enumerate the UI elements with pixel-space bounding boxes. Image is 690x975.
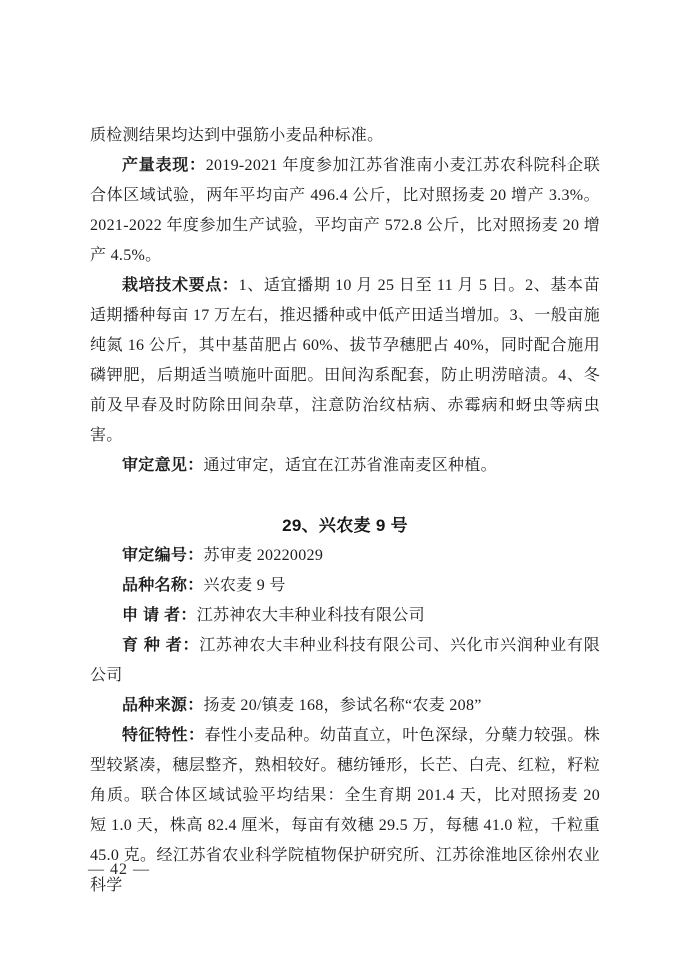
page-content [90,121,600,901]
field-label-applicant: 申 请 者： [122,607,197,624]
field-value-applicant: 江苏神农大丰种业科技有限公司 [196,607,425,624]
paragraph-quality-continuation [90,121,600,151]
field-label-origin: 品种来源： [122,697,204,714]
field-label-cultivation: 栽培技术要点： [122,277,239,294]
section-heading-variety-29: 29、兴农麦 9 号 [282,516,408,535]
field-value-origin: 扬麦 20/镇麦 168，参试名称“农麦 208” [203,697,482,714]
field-variety-name [90,571,600,601]
paragraph-cultivation-techniques [90,271,600,451]
field-label-characteristics: 特征特性： [122,727,205,744]
field-value-breeder: 江苏神农大丰种业科技有限公司、兴化市兴润种业有限公司 [90,637,600,684]
field-value-variety-name: 兴农麦 9 号 [203,577,286,594]
paragraph-approval-opinion [90,451,600,481]
page-number: — 42 — [88,861,150,878]
field-value-approval-number: 苏审麦 20220029 [203,547,324,564]
field-value-cultivation: 1、适宜播期 10 月 25 日至 11 月 5 日。2、基本苗适期播种每亩 17 万左右，推迟播种或中低产田适当增加。3、一般亩施纯氮 16 公斤，其中基苗肥占 60%、拔节孕穗肥占 40%，同时配合施用磷钾肥，后期适当喷施叶面肥。田间沟系配套，防止明涝暗渍。4、冬前及早春及时防除田间杂草，注意防治纹枯病、赤霉病和蚜虫等病虫害。 [90,277,600,444]
paragraph-text: 质检测结果均达到中强筋小麦品种标准。 [90,127,384,144]
field-variety-origin [90,691,600,721]
field-label-approval-number: 审定编号： [122,547,204,564]
paragraph-yield-performance [90,151,600,271]
field-label-opinion: 审定意见： [122,457,204,474]
field-value-yield: 2019-2021 年度参加江苏省淮南小麦江苏农科院科企联合体区域试验，两年平均亩产 496.4 公斤，比对照扬麦 20 增产 3.3%。2021-2022 年度参加生产试验，平均亩产 572.8 公斤，比对照扬麦 20 增产 4.5%。 [90,157,600,264]
field-applicant [90,601,600,631]
field-label-breeder: 育 种 者： [122,637,200,654]
paragraph-characteristics [90,721,600,901]
field-label-yield: 产量表现： [122,157,206,174]
field-value-opinion: 通过审定，适宜在江苏省淮南麦区种植。 [203,457,497,474]
field-approval-number [90,541,600,571]
field-breeder [90,631,600,691]
field-value-characteristics: 春性小麦品种。幼苗直立，叶色深绿，分蘖力较强。株型较紧凑，穗层整齐，熟相较好。穗纺锤形，长芒、白壳、红粒，籽粒角质。联合体区域试验平均结果：全生育期 201.4 天，比对照扬麦 20 短 1.0 天，株高 82.4 厘米，每亩有效穗 29.5 万，每穗 41.0 粒，千粒重 45.0 克。经江苏省农业科学院植物保护研究所、江苏徐淮地区徐州农业科学 [90,727,600,894]
field-label-variety-name: 品种名称： [122,577,204,594]
